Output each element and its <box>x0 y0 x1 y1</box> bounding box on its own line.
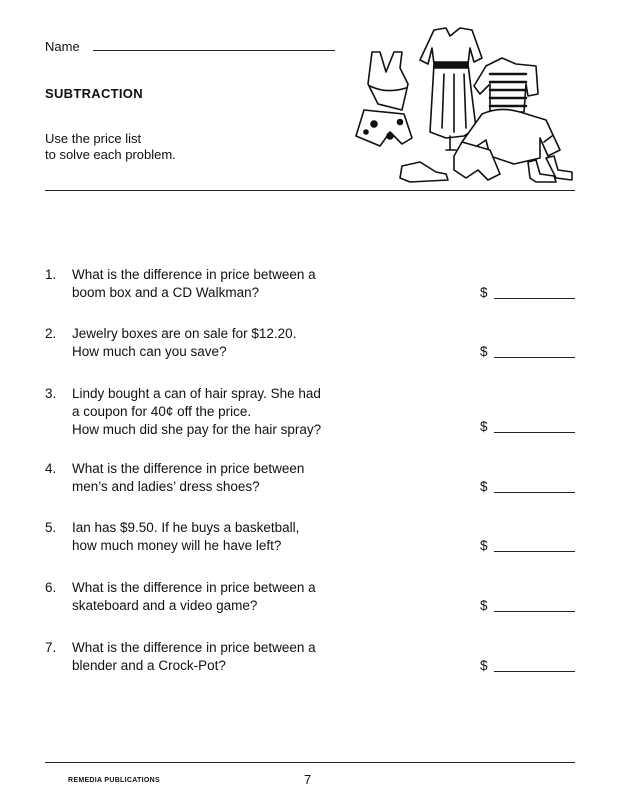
question-line: blender and a Crock-Pot? <box>72 658 226 673</box>
answer-blank[interactable] <box>480 284 575 302</box>
clothing-illustration-icon <box>350 24 578 186</box>
question-line: boom box and a CD Walkman? <box>72 285 260 300</box>
instructions <box>45 131 176 163</box>
header-divider <box>45 190 575 191</box>
question-line: What is the difference in price between a <box>72 580 316 595</box>
question-number: 5. <box>45 520 57 535</box>
question-line: How much can you save? <box>72 344 227 359</box>
dollar-sign: $ <box>480 344 488 359</box>
question-line: Jewelry boxes are on sale for $12.20. <box>72 326 297 341</box>
question-number: 4. <box>45 461 57 476</box>
question-number: 6. <box>45 580 57 595</box>
instruction-line-2: to solve each problem. <box>45 147 176 162</box>
answer-blank[interactable] <box>480 343 575 361</box>
question-line: What is the difference in price between a <box>72 640 316 655</box>
question-text <box>72 385 472 439</box>
question-text <box>72 519 472 555</box>
dollar-sign: $ <box>480 285 488 300</box>
question-line: What is the difference in price between a <box>72 267 316 282</box>
question-text <box>72 266 472 302</box>
name-field-line[interactable] <box>93 50 335 51</box>
publisher-name: REMEDIA PUBLICATIONS <box>68 777 160 784</box>
question-line: What is the difference in price between <box>72 461 305 476</box>
answer-blank[interactable] <box>480 597 575 615</box>
question-line: Lindy bought a can of hair spray. She had <box>72 386 321 401</box>
instruction-line-1: Use the price list <box>45 131 142 146</box>
answer-blank[interactable] <box>480 537 575 555</box>
answer-line[interactable] <box>494 432 575 433</box>
question-line: how much money will he have left? <box>72 538 282 553</box>
name-label: Name <box>45 39 80 54</box>
dollar-sign: $ <box>480 598 488 613</box>
question-number: 2. <box>45 326 57 341</box>
page-number: 7 <box>304 772 312 787</box>
answer-blank[interactable] <box>480 478 575 496</box>
answer-blank[interactable] <box>480 418 575 436</box>
answer-line[interactable] <box>494 357 575 358</box>
question-number: 7. <box>45 640 57 655</box>
answer-line[interactable] <box>494 298 575 299</box>
answer-line[interactable] <box>494 492 575 493</box>
answer-line[interactable] <box>494 551 575 552</box>
question-number: 1. <box>45 267 57 282</box>
question-text <box>72 460 472 496</box>
question-text <box>72 579 472 615</box>
worksheet-title: SUBTRACTION <box>45 86 143 101</box>
footer-divider <box>45 762 575 763</box>
question-line: Ian has $9.50. If he buys a basketball, <box>72 520 300 535</box>
answer-line[interactable] <box>494 611 575 612</box>
question-line: How much did she pay for the hair spray? <box>72 422 322 437</box>
dollar-sign: $ <box>480 419 488 434</box>
dollar-sign: $ <box>480 479 488 494</box>
question-number: 3. <box>45 386 57 401</box>
question-line: men’s and ladies’ dress shoes? <box>72 479 260 494</box>
dollar-sign: $ <box>480 538 488 553</box>
question-line: a coupon for 40¢ off the price. <box>72 404 252 419</box>
question-text <box>72 639 472 675</box>
answer-blank[interactable] <box>480 657 575 675</box>
dollar-sign: $ <box>480 658 488 673</box>
answer-line[interactable] <box>494 671 575 672</box>
question-line: skateboard and a video game? <box>72 598 258 613</box>
question-text <box>72 325 472 361</box>
